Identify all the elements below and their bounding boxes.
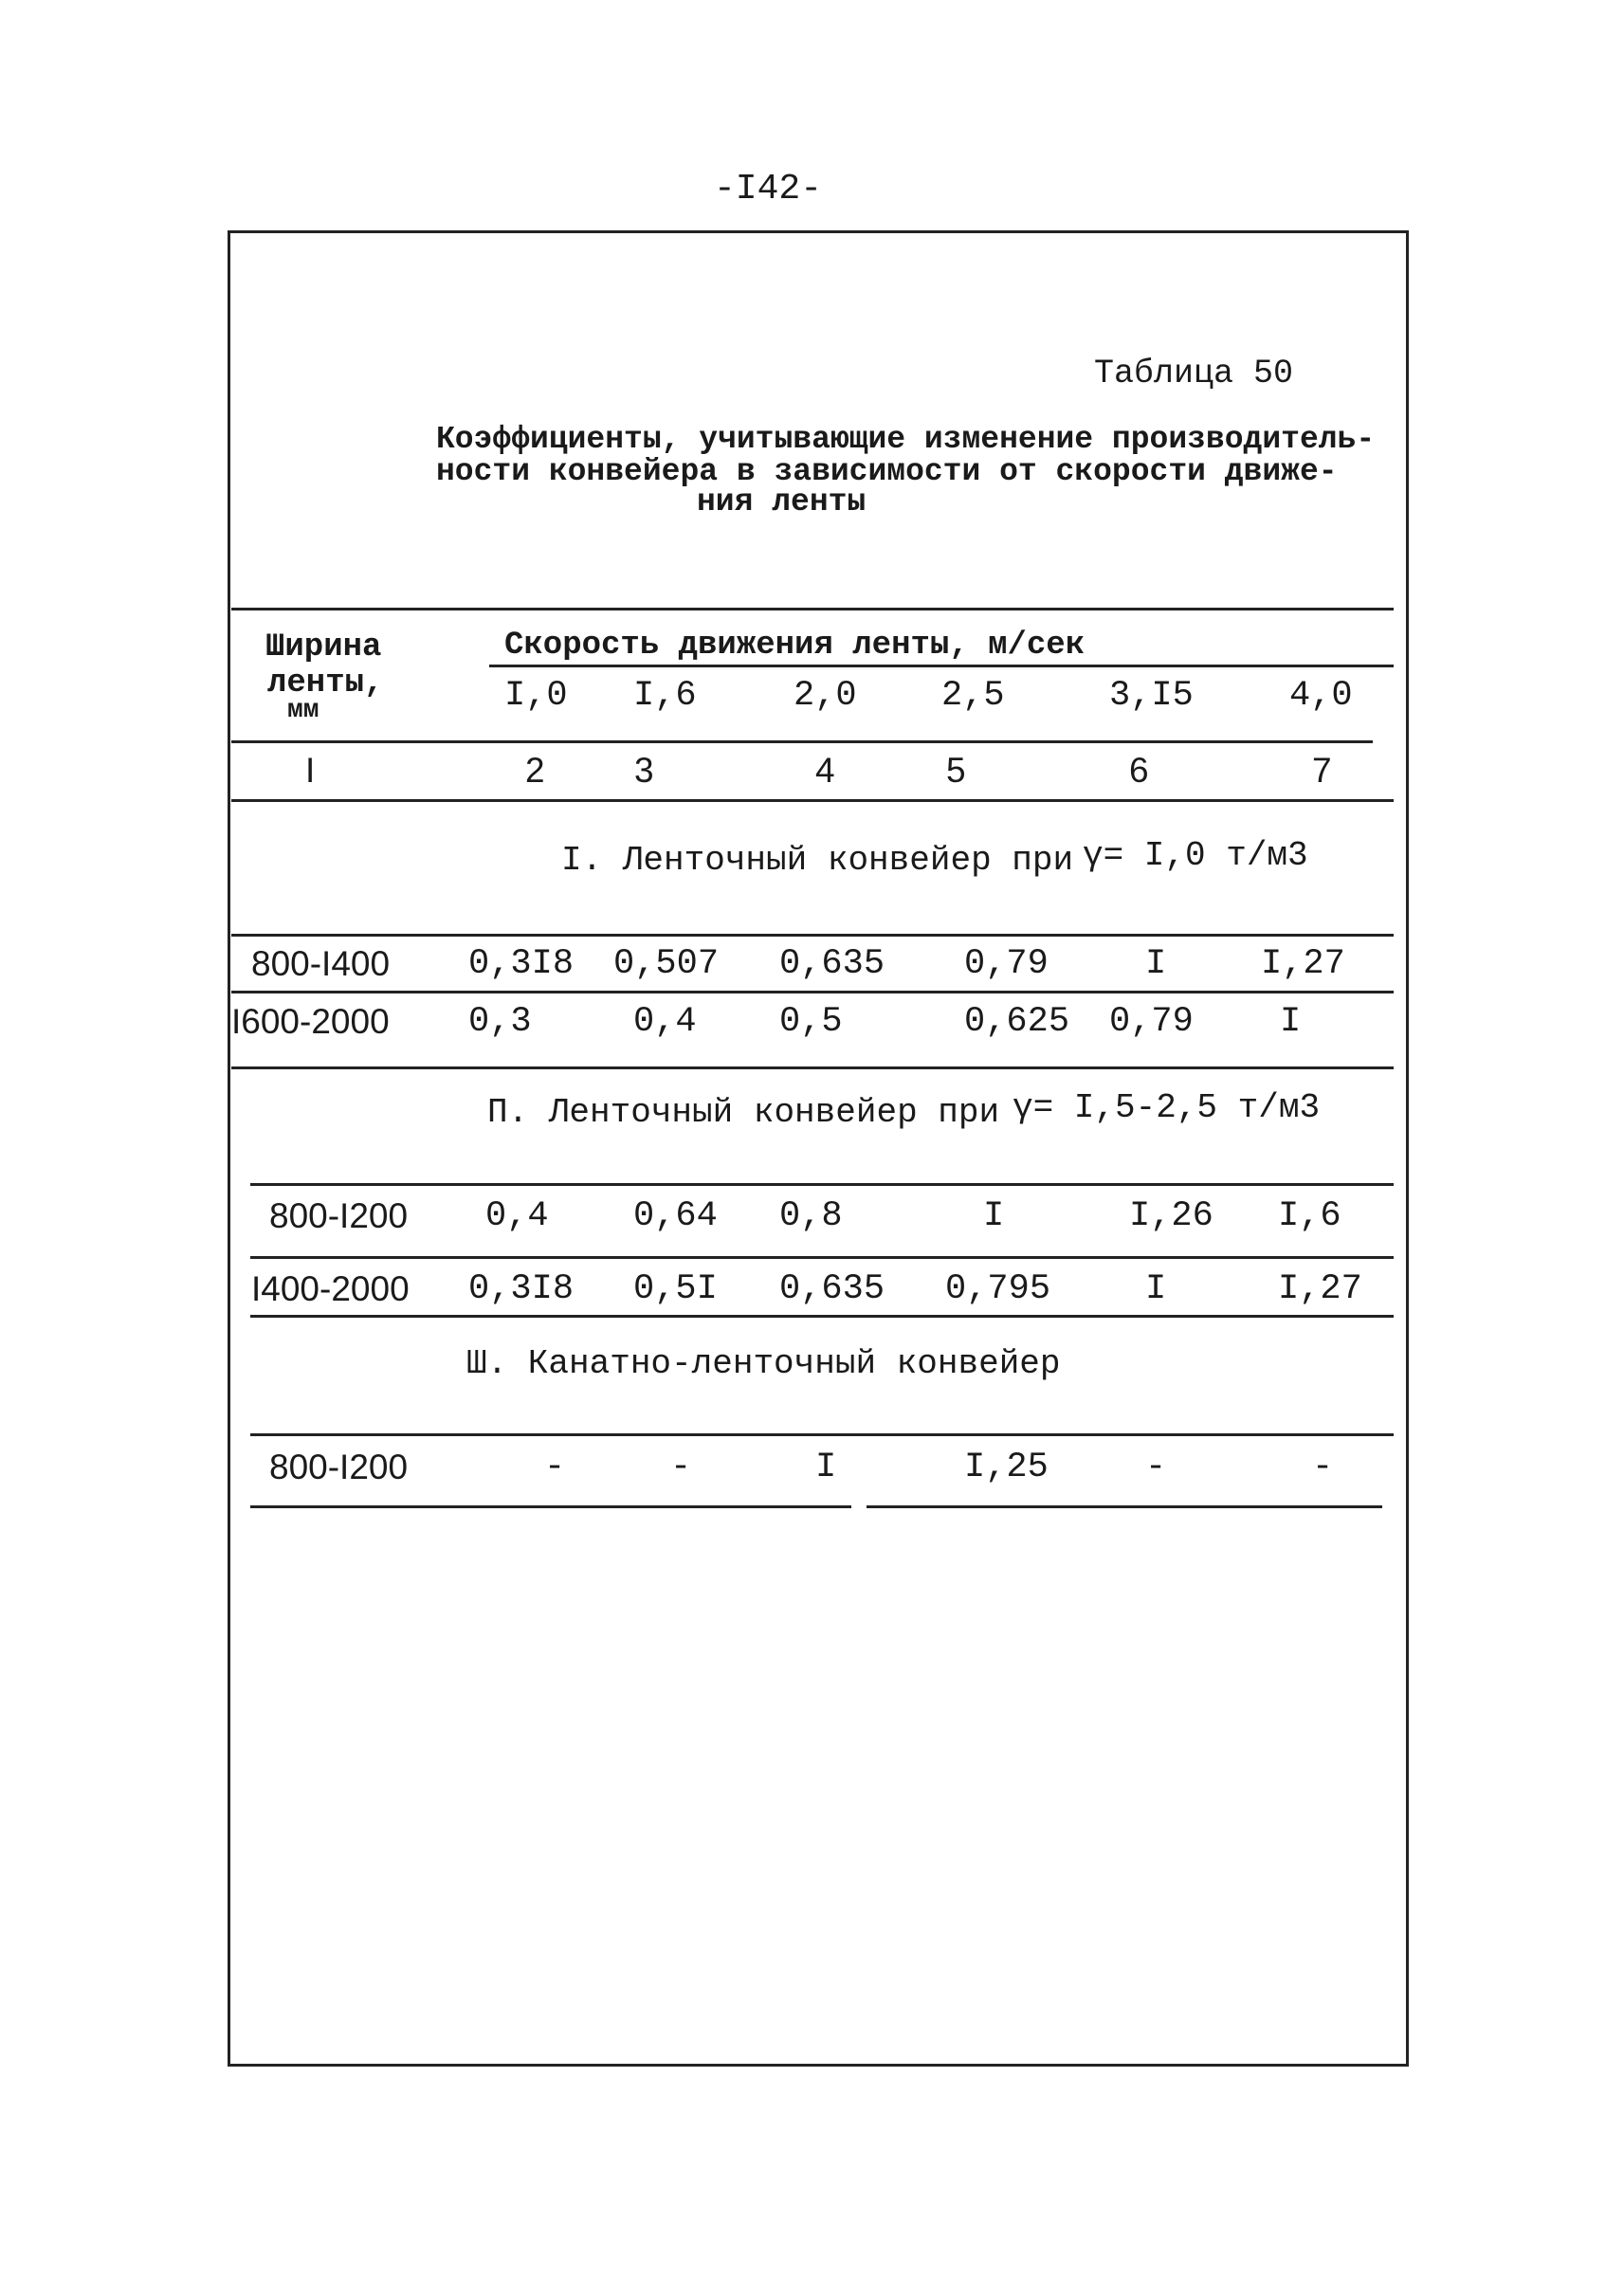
table-cell: I <box>1280 1002 1302 1042</box>
row-width: 800-I200 <box>269 1196 409 1235</box>
row-rule <box>250 1256 1394 1259</box>
table-cell: 0,795 <box>945 1269 1051 1309</box>
row-rule <box>231 991 1394 993</box>
column-number: 2 <box>525 751 545 790</box>
table-cell: 0,4 <box>485 1196 549 1236</box>
speed-value: 4,0 <box>1289 676 1353 716</box>
table-cell: 0,3I8 <box>468 944 575 984</box>
row-width: 800-I400 <box>251 944 391 983</box>
column-numbers-rule <box>231 799 1394 802</box>
row-rule <box>250 1315 1394 1318</box>
column-number: I <box>305 751 316 790</box>
section-3-rule <box>250 1433 1394 1436</box>
table-caption-line-1: Коэффициенты, учитывающие изменение производитель- <box>436 422 1376 457</box>
table-cell: 0,3 <box>468 1002 532 1042</box>
width-header-line-3: мм <box>287 696 319 725</box>
section-2-rule <box>250 1183 1394 1186</box>
width-header-line-2: ленты, <box>267 665 384 702</box>
section-title: I. Ленточный конвейер при <box>561 841 1074 880</box>
table-top-rule <box>231 608 1394 610</box>
table-cell: 0,4 <box>633 1002 697 1042</box>
table-cell: 0,79 <box>964 944 1049 984</box>
table-cell: 0,64 <box>633 1196 718 1236</box>
speed-value: 2,5 <box>941 676 1005 716</box>
table-cell: 0,3I8 <box>468 1269 575 1309</box>
table-caption-line-2: ности конвейера в зависимости от скорости движе- <box>436 454 1338 489</box>
speed-value: I,6 <box>633 676 697 716</box>
gamma-value: γ= I,0 т/м3 <box>1083 836 1308 875</box>
section-title: П. Ленточный конвейер при <box>487 1093 1000 1132</box>
row-width: I600-2000 <box>231 1002 390 1041</box>
row-rule <box>231 1066 1394 1069</box>
table-cell: 0,635 <box>779 1269 885 1309</box>
column-number: 5 <box>946 751 966 790</box>
table-cell: I <box>1145 1269 1167 1309</box>
speed-value: I,0 <box>504 676 568 716</box>
table-cell: I <box>815 1448 837 1487</box>
table-cell: - <box>670 1448 692 1487</box>
table-cell: 0,79 <box>1109 1002 1194 1042</box>
table-cell: I <box>983 1196 1005 1236</box>
speed-value: 2,0 <box>794 676 857 716</box>
table-cell: I,26 <box>1129 1196 1213 1236</box>
section-title: Ш. Канатно-ленточный конвейер <box>466 1344 1061 1383</box>
table-cell: 0,8 <box>779 1196 843 1236</box>
gamma-value: γ= I,5-2,5 т/м3 <box>1013 1088 1321 1127</box>
row-width: 800-I200 <box>269 1448 409 1486</box>
section-1-rule <box>231 934 1394 937</box>
table-cell: 0,5 <box>779 1002 843 1042</box>
speed-header-underline <box>489 665 1394 667</box>
table-cell: 0,625 <box>964 1002 1070 1042</box>
column-number: 7 <box>1312 751 1332 790</box>
table-cell: - <box>544 1448 566 1487</box>
table-cell: I,27 <box>1261 944 1345 984</box>
table-label: Таблица 50 <box>1094 355 1294 392</box>
table-cell: 0,507 <box>613 944 720 984</box>
table-cell: 0,635 <box>779 944 885 984</box>
table-cell: I,25 <box>964 1448 1049 1487</box>
column-number: 6 <box>1129 751 1149 790</box>
width-header-line-1: Ширина <box>265 629 382 665</box>
column-number: 3 <box>634 751 654 790</box>
table-cell: - <box>1312 1448 1334 1487</box>
table-cell: 0,5I <box>633 1269 718 1309</box>
table-bottom-rule <box>867 1505 1382 1508</box>
speed-value: 3,I5 <box>1109 676 1194 716</box>
header-bottom-rule <box>231 740 1373 743</box>
column-number: 4 <box>815 751 835 790</box>
table-bottom-rule <box>250 1505 851 1508</box>
speed-header: Скорость движения ленты, м/сек <box>504 628 1086 664</box>
table-cell: I <box>1145 944 1167 984</box>
page-number: -I42- <box>713 169 823 210</box>
row-width: I400-2000 <box>251 1269 410 1308</box>
table-cell: - <box>1145 1448 1167 1487</box>
table-caption-line-3: ния ленты <box>697 484 867 519</box>
table-cell: I,27 <box>1278 1269 1362 1309</box>
table-cell: I,6 <box>1278 1196 1341 1236</box>
